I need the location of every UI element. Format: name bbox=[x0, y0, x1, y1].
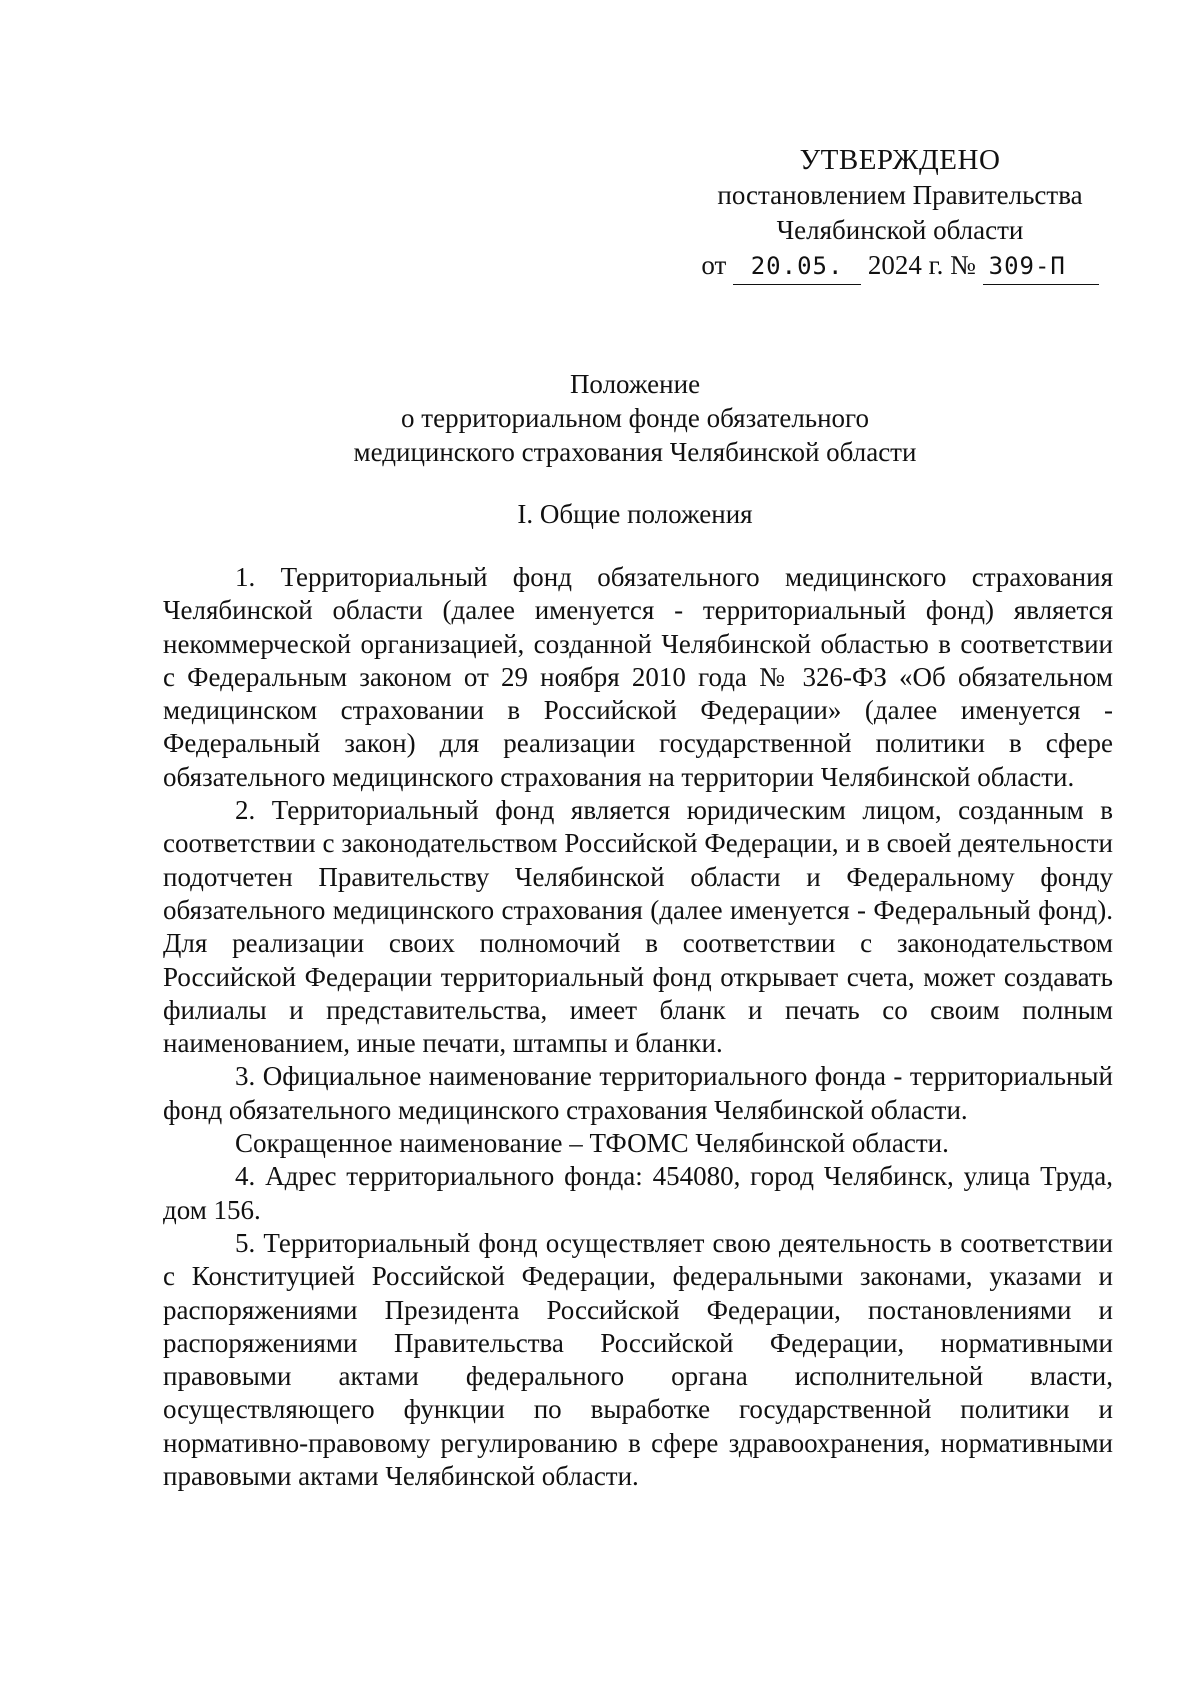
section-heading: I. Общие положения bbox=[517, 499, 753, 529]
document-title bbox=[160, 367, 1110, 469]
paragraph-3: 3. Официальное наименование территориального фонда - территориальный фонд обязательного медицинского страхования Челябинской области. bbox=[163, 1061, 1113, 1125]
date-field: 20.05. bbox=[733, 249, 861, 285]
year-label: 2024 г. № bbox=[867, 250, 976, 280]
date-prefix: от bbox=[701, 250, 727, 280]
document-body bbox=[163, 561, 1113, 1493]
document-title-line: Положение bbox=[569, 369, 701, 399]
approval-stamp bbox=[700, 143, 1100, 285]
approval-date-line bbox=[700, 248, 1100, 285]
paragraph-5: 5. Территориальный фонд осуществляет свою деятельность в соответствии с Конституцией Российской Федерации, федеральными законами, указами и распоряжениями Президента Российской Федерации, постановлениями и распоряжениями Правительства Российской Федерации, нормативными правовыми актами федерального органа исполнительной власти, осуществляющего функции по выработке государственной политики и нормативно-правовому регулированию в сфере здравоохранения, нормативными правовыми актами Челябинской области. bbox=[163, 1227, 1113, 1492]
approval-line-2: Челябинской области bbox=[776, 215, 1024, 245]
paragraph-1: 1. Территориальный фонд обязательного медицинского страхования Челябинской области (далее именуется - территориальный фонд) является некоммерческой организацией, созданной Челябинской областью в соответствии с Федеральным законом от 29 ноября 2010 года № 326-ФЗ «Об обязательном медицинском страховании в Российской Федерации» (далее именуется - Федеральный закон) для реализации государственной политики в сфере обязательного медицинского страхования на территории Челябинской области. bbox=[163, 562, 1113, 792]
approval-title: УТВЕРЖДЕНО bbox=[799, 144, 1001, 176]
paragraph-2: 2. Территориальный фонд является юридическим лицом, созданным в соответствии с законодательством Российской Федерации, и в своей деятельности подотчетен Правительству Челябинской области и Федеральному фонду обязательного медицинского страхования (далее именуется - Федеральный фонд). Для реализации своих полномочий в соответствии с законодательством Российской Федерации территориальный фонд открывает счета, может создавать филиалы и представительства, имеет бланк и печать со своим полным наименованием, иные печати, штампы и бланки. bbox=[163, 795, 1113, 1059]
paragraph-short-name: Сокращенное наименование – ТФОМС Челябинской области. bbox=[235, 1128, 949, 1159]
paragraph-4: 4. Адрес территориального фонда: 454080, город Челябинск, улица Труда, дом 156. bbox=[163, 1161, 1113, 1225]
approval-line-1: постановлением Правительства bbox=[717, 180, 1083, 210]
document-title-line: медицинского страхования Челябинской области bbox=[353, 437, 917, 467]
document-title-line: о территориальном фонде обязательного bbox=[401, 403, 869, 433]
decree-number-field: 309-П bbox=[983, 249, 1099, 285]
